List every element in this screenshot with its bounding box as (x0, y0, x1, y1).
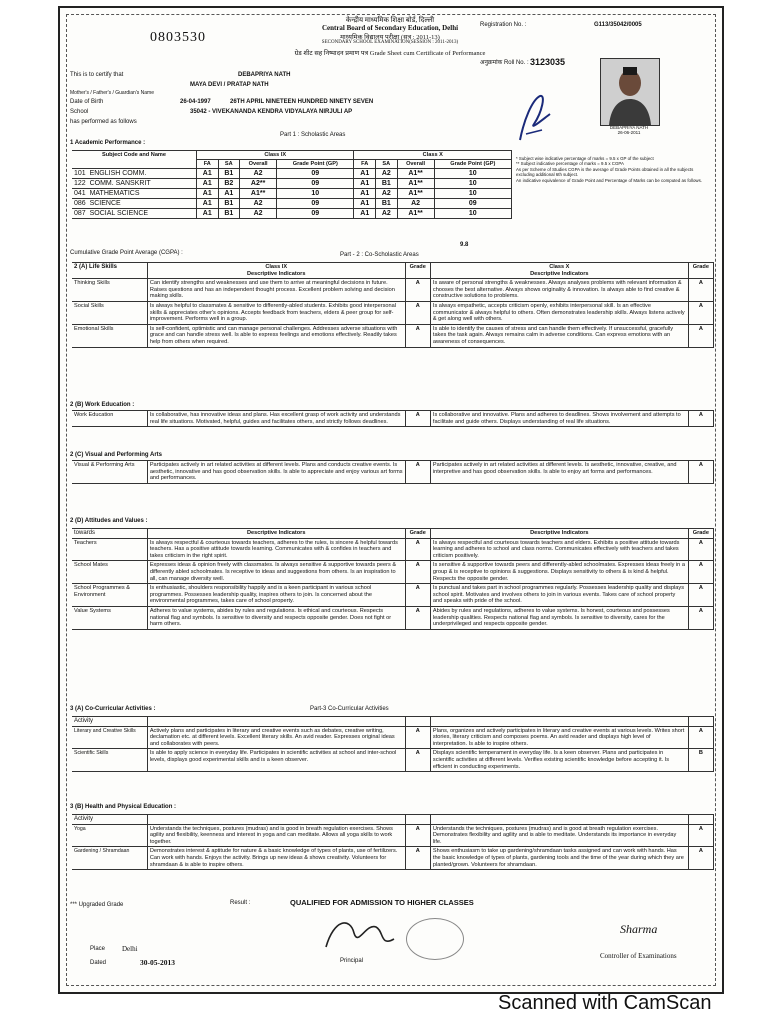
skill-name: Visual & Performing Arts (72, 461, 147, 484)
x-grade: A (688, 561, 713, 584)
x-desc: Is sensitive & supportive towards peers and differently-abled schoolmates. Expresses ideas freely in a group & is receptive to opinions & suggestions. Displays sensitivity to others & is kind & helpful. Respects the opposite gender. (430, 561, 688, 584)
grade-label: Grade (405, 263, 430, 279)
overall-x: A1** (397, 179, 434, 189)
ix-grade: A (405, 461, 430, 484)
board-english-name: Central Board of Secondary Education, Delhi (321, 24, 459, 32)
subject-code: 087 (74, 210, 86, 217)
skill-name: Literary and Creative Skills (72, 726, 147, 749)
activity-label: Activity (72, 717, 147, 727)
principal-label: Principal (340, 958, 364, 964)
school-seal (406, 918, 464, 960)
x-grade: A (688, 847, 713, 870)
fa-ix: A1 (197, 199, 219, 209)
x-grade: A (688, 538, 713, 561)
dob-label: Date of Birth (70, 99, 104, 105)
controller-signature: Sharma (620, 922, 658, 936)
x-desc: Is able to identify the causes of stress and can handle them effectively. If unsuccessful, gracefully takes the task again. Always remains calm in adverse conditions. Can express emotions with an awareness of consequences. (430, 324, 688, 347)
x-grade: A (688, 726, 713, 749)
table-row (72, 584, 714, 607)
certificate-title: ग्रेड शीट सह निष्पादन प्रमाण पत्र Grade Sheet cum Certificate of Performance (294, 50, 486, 57)
skill-name: Scientific Skills (72, 749, 147, 772)
desc-label: Descriptive Indicators (246, 270, 306, 277)
visual-arts-label: 2 (C) Visual and Performing Arts (70, 452, 163, 458)
x-desc: Is aware of personal strengths & weaknesses. Always analyses problems with relevant information & chooses the best alternative. Always shows originality & innovation. Is always able to find creative & constructive solutions to problems. (430, 279, 688, 302)
sa-ix: B1 (218, 209, 240, 219)
photo-caption: DEBAPRIYA NATH (609, 125, 649, 130)
fa-x: A1 (354, 169, 376, 179)
overall-ix: A2 (240, 199, 277, 209)
x-grade: A (688, 461, 713, 484)
gp-x: 09 (434, 199, 511, 209)
activity-label: Activity (72, 815, 147, 825)
desc-label: Descriptive Indicators (530, 270, 589, 277)
ix-desc: Actively plans and participates in literary and creative events such as debates, creative writing, declamation etc. at different levels. Excellent literary skills. An avid reader. Expresses original ideas and collaborates with peers. (147, 726, 405, 749)
grade-label: Grade (688, 529, 713, 539)
x-desc: Displays scientific temperament in everyday life. Is a keen observer. Plans and participates in scientific activities at different levels. Verifies existing scientific knowledge before accepting it. Is efficient in conducting experiments. (430, 749, 688, 772)
skill-name: School Mates (72, 561, 147, 584)
grade-label: Grade (405, 529, 430, 539)
ix-grade: A (405, 279, 430, 302)
serial-number: 0803530 (150, 30, 206, 45)
table-row (72, 279, 714, 302)
grading-notes (516, 156, 712, 183)
col-class-x: Class X (354, 151, 512, 160)
overall-ix: A2 (240, 169, 277, 179)
gp-ix: 10 (277, 189, 354, 199)
gp-ix: 09 (277, 209, 354, 219)
ix-grade: A (405, 411, 430, 427)
sa-ix: B1 (218, 199, 240, 209)
roll-label: अनुक्रमांक Roll No. : (480, 60, 529, 66)
x-desc: Is punctual and takes part in school programmes regularly. Possesses leadership quality and displays school spirit. Motivates and involves others to join in various events. Takes care of school property and speaks with pride of the school. (430, 584, 688, 607)
fa-x: A1 (354, 189, 376, 199)
skill-name: Value Systems (72, 606, 147, 629)
x-desc: Participates actively in art related activities at different levels. Is aesthetic, innovative, creative, and interpretive and has good observation skills. Is able to enjoy art forms and performances. (430, 461, 688, 484)
ix-grade: A (405, 584, 430, 607)
x-desc: Understands the techniques, postures (mudras) and is good at breath regulation exercises. Demonstrates flexibility and agility and is able to meditate. Understands its importance in everyday life. (430, 824, 688, 847)
table-row (72, 411, 714, 427)
x-desc: Shows enthusiasm to take up gardening/shramdaan tasks assigned and can work with hands. Has the basic knowledge of types of plants, gardening tools and the time of the year during which they are planted/grown. Volunteers for shramdaan. (430, 847, 688, 870)
table-row (72, 169, 512, 179)
subject-code: 101 (74, 170, 86, 177)
table-row (72, 749, 714, 772)
overall-ix: A2 (240, 209, 277, 219)
note-1: * Subject wise indicative percentage of marks = 9.5 x GP of the subject (516, 156, 654, 161)
col-fa-x: FA (354, 160, 376, 169)
cgpa-label: Cumulative Grade Point Average (CGPA) : (70, 250, 183, 256)
col-gp-x: Grade Point (GP) (434, 160, 511, 169)
ix-grade: A (405, 538, 430, 561)
table-row (72, 824, 714, 847)
col-sa-x: SA (376, 160, 398, 169)
note-3: As per Scheme of Studies CGPA is the average of Grade Points obtained in all the subjects excluding additional 6th subject. (516, 166, 694, 178)
skill-name: Gardening / Shramdaan (72, 847, 147, 870)
dob-value: 26-04-1997 (180, 99, 211, 105)
overall-x: A1** (397, 169, 434, 179)
health-label: 3 (B) Health and Physical Education : (70, 804, 177, 810)
x-desc: Plans, organizes and actively participates in literary and creative events at various levels. Writes short stories, literary criticism and composes poems. An avid reader and displays high level of interpretation. Is able to inspire others. (430, 726, 688, 749)
place-label: Place (90, 946, 106, 952)
sa-x: B1 (376, 179, 398, 189)
col-class-ix: Class IX (197, 151, 354, 160)
table-row (72, 726, 714, 749)
col-subject: Subject Code and Name (72, 151, 197, 169)
table-row (72, 189, 512, 199)
part3-title: Part-3 Co-Curricular Activities (310, 706, 389, 712)
date-label: Dated (90, 960, 107, 966)
overall-ix: A2** (240, 179, 277, 189)
subject-name: SCIENCE (89, 200, 121, 207)
note-4: An indicative equivalence of Grade Point and Percentage of Marks can be computed as follows. (516, 177, 702, 183)
table-row (72, 538, 714, 561)
result-value: QUALIFIED FOR ADMISSION TO HIGHER CLASSES (290, 898, 474, 907)
subject-code: 041 (74, 190, 86, 197)
gp-x: 10 (434, 209, 511, 219)
x-grade: A (688, 301, 713, 324)
co-curricular-table (72, 716, 714, 772)
co-curricular-label: 3 (A) Co-Curricular Activities : (70, 706, 156, 712)
attitudes-table (72, 528, 714, 630)
fa-ix: A1 (197, 189, 219, 199)
principal-signature (320, 913, 400, 957)
roll-value: 3123035 (530, 57, 566, 67)
table-row (72, 324, 714, 347)
ix-grade: A (405, 561, 430, 584)
gp-ix: 09 (277, 169, 354, 179)
academic-label: 1 Academic Performance : (70, 140, 146, 146)
school-label: School (70, 109, 89, 115)
academic-table (72, 150, 512, 219)
x-desc: Abides by rules and regulations, adheres to value systems. Is honest, courteous and possesses leadership qualities. Respects national flag and symbols. Is sensitive to diversity, cares for the underprivileged and respects opposite gender. (430, 606, 688, 629)
skill-name: Emotional Skills (72, 324, 147, 347)
table-row (72, 179, 512, 189)
parents-label: Mother's / Father's / Guardian's Name (70, 90, 155, 96)
life-skills-table (72, 262, 714, 348)
cgpa-value: 9.8 (460, 242, 469, 248)
x-grade: A (688, 606, 713, 629)
attitudes-label: 2 (D) Attitudes and Values : (70, 518, 148, 524)
ix-desc: Expresses ideas & opinion freely with classmates. Is always sensitive & supportive towards peers & differently abled schoolmates. Is receptive to ideas and suggestions from others. Is an inspiration to all, can manage diversity well. (147, 561, 405, 584)
ix-grade: A (405, 824, 430, 847)
fa-ix: A1 (197, 179, 219, 189)
health-table (72, 814, 714, 870)
registration-value: G113/35042/0005 (594, 22, 642, 28)
sa-x: A2 (376, 189, 398, 199)
towards-label: towards (72, 529, 147, 539)
desc-label: Descriptive Indicators (430, 529, 688, 539)
table-row (72, 606, 714, 629)
col-overall-x: Overall (397, 160, 434, 169)
candidate-name: DEBAPRIYA NATH (238, 72, 291, 78)
result-label: Result : (230, 900, 251, 906)
x-desc: Is always respectful and courteous towards teachers and elders. Exhibits a positive attitude towards learning and adheres to school and class norms. Communicates effectively with teachers and takes criticism positively. (430, 538, 688, 561)
fa-ix: A1 (197, 169, 219, 179)
fa-x: A1 (354, 199, 376, 209)
ix-desc: Is enthusiastic, shoulders responsibility happily and is a keen participant in various school programmes. Possesses leadership quality, inspires others to join. Is concerned about the environmental programmes, takes care of school property. (147, 584, 405, 607)
skill-name: Social Skills (72, 301, 147, 324)
ix-desc: Adheres to value systems, abides by rules and regulations. Is ethical and courteous. Respects national flag and symbols. Is sensitive to diversity and respects opposite gender. Does not fight or harm others. (147, 606, 405, 629)
dob-words: 26TH APRIL NINETEEN HUNDRED NINETY SEVEN (230, 99, 374, 105)
place-value: Delhi (122, 945, 138, 953)
ix-grade: A (405, 847, 430, 870)
ix-desc: Demonstrates interest & aptitude for nature & a basic knowledge of types of plants, use of fertilizers. Can work with hands. Enjoys the activity. Brings up new ideas & shows creativity. Volunteers for shramdaan & is able to inspire others. (147, 847, 405, 870)
gp-ix: 09 (277, 199, 354, 209)
ix-desc: Can identify strengths and weaknesses and use them to arrive at meaningful decisions in future. Raises questions and has an independent thought process. Excellent problem solving and decision making skills. (147, 279, 405, 302)
gp-x: 10 (434, 189, 511, 199)
sa-x: A2 (376, 209, 398, 219)
overall-x: A1** (397, 189, 434, 199)
overall-ix: A1** (240, 189, 277, 199)
board-hindi-name: केन्द्रीय माध्यमिक शिक्षा बोर्ड, दिल्ली (345, 16, 435, 24)
note-2: ** Subject indicative percentage of marks = 9.5 x CGPA (516, 161, 624, 167)
grade-sheet (58, 6, 724, 994)
col-fa-ix: FA (197, 160, 219, 169)
overall-x: A1** (397, 209, 434, 219)
subject-name: SOCIAL SCIENCE (89, 210, 149, 217)
x-grade: A (688, 824, 713, 847)
col-overall-ix: Overall (240, 160, 277, 169)
subject-code: 086 (74, 200, 86, 207)
x-grade: A (688, 324, 713, 347)
skill-name: Thinking Skills (72, 279, 147, 302)
ix-desc: Is self-confident, optimistic and can manage personal challenges. Addresses adverse situations with grace and can handle stress well. Is able to express feelings and emotions effectively. Readily takes help from others when required. (147, 324, 405, 347)
fa-x: A1 (354, 209, 376, 219)
sa-ix: B1 (218, 169, 240, 179)
exam-english: SECONDARY SCHOOL EXAMINATION(SESSION : 2011-2013) (321, 40, 459, 45)
sa-ix: B2 (218, 179, 240, 189)
registration-label: Registration No. : (480, 22, 527, 28)
visual-arts-table (72, 460, 714, 484)
x-grade: A (688, 279, 713, 302)
performance-label: has performed as follows (70, 119, 137, 125)
candidate-signature (512, 90, 556, 148)
desc-label: Descriptive Indicators (147, 529, 405, 539)
table-row (72, 301, 714, 324)
gp-x: 10 (434, 179, 511, 189)
x-desc: Is always empathetic, accepts criticism openly, exhibits interpersonal skill. Is an effective communicator & always helpful to others. Often demonstrates leadership skills. Always listens actively & get along well with others. (430, 301, 688, 324)
grade-label: Grade (688, 263, 713, 279)
table-row (72, 847, 714, 870)
x-desc: Is collaborative and innovative. Plans and adheres to deadlines. Shows involvement and attempts to facilitate and guide others. Displays understanding of real life situations. (430, 411, 688, 427)
sa-x: A2 (376, 169, 398, 179)
parents-name: MAYA DEVI / PRATAP NATH (190, 82, 269, 88)
sa-x: B1 (376, 199, 398, 209)
date-value: 30-05-2013 (140, 958, 175, 967)
certify-label: This is to certify that (70, 72, 124, 78)
fa-ix: A1 (197, 209, 219, 219)
table-row (72, 199, 512, 209)
x-grade: B (688, 749, 713, 772)
school-name: 35042 - VIVEKANANDA KENDRA VIDYALAYA NIRJULI AP (190, 109, 353, 115)
gp-ix: 09 (277, 179, 354, 189)
scanner-watermark: Scanned with CamScan (498, 992, 712, 1014)
ix-desc: Is able to apply science in everyday life. Participates in scientific activities at school and inter-school levels, displays good experimental skills and is a keen observer. (147, 749, 405, 772)
upgraded-label: *** Upgraded Grade (70, 902, 124, 908)
subject-name: MATHEMATICS (89, 190, 140, 197)
controller-label: Controller of Examinations (600, 952, 677, 960)
ix-desc: Is always helpful to classmates & sensitive to differently-abled students. Exhibits good interpersonal skills & appreciates other's opinions. Accepts feedback from teachers, elders & peer group for self-improvement. Performs well in a group. (147, 301, 405, 324)
class-ix-label: Class IX (265, 264, 288, 270)
ix-grade: A (405, 749, 430, 772)
ix-grade: A (405, 324, 430, 347)
ix-desc: Is collaborative, has innovative ideas and plans. Has excellent grasp of work activity and understands real life situations. Motivated, helpful, guides and facilitates others, and strictly follows deadlines. (147, 411, 405, 427)
skill-name: School Programmes & Environment (72, 584, 147, 607)
class-x-label: Class X (549, 264, 570, 270)
part2-title: Part - 2 : Co-Scholastic Areas (340, 252, 419, 258)
subject-name: ENGLISH COMM. (89, 170, 147, 177)
exam-hindi: माध्यमिक विद्यालय परीक्षा (सत्र : 2011-13) (340, 34, 440, 41)
ix-desc: Is always respectful & courteous towards teachers, adheres to the rules, is sincere & helpful towards teachers. Has a positive attitude towards learning. Communicates with & confides in teachers and takes criticism in the right spirit. (147, 538, 405, 561)
ix-desc: Participates actively in art related activities at different levels. Plans and conducts creative events. Is aesthetic, innovative and has good observation skills. Is able to appreciate and enjoy various art forms and performances. (147, 461, 405, 484)
table-row (72, 461, 714, 484)
overall-x: A2 (397, 199, 434, 209)
skill-name: Yoga (72, 824, 147, 847)
x-grade: A (688, 411, 713, 427)
x-grade: A (688, 584, 713, 607)
ix-grade: A (405, 301, 430, 324)
table-row (72, 561, 714, 584)
work-education-label: 2 (B) Work Education : (70, 402, 135, 408)
subject-code: 122 (74, 180, 86, 187)
skill-name: Work Education (72, 411, 147, 427)
candidate-photo (600, 58, 660, 126)
work-education-table (72, 410, 714, 427)
subject-name: COMM. SANSKRIT (89, 180, 151, 187)
col-gp-ix: Grade Point (GP) (277, 160, 354, 169)
sa-ix: A1 (218, 189, 240, 199)
part1-title: Part 1 : Scholastic Areas (280, 132, 346, 138)
gp-x: 10 (434, 169, 511, 179)
life-skills-label: 2 (A) Life Skills (72, 263, 147, 279)
ix-grade: A (405, 606, 430, 629)
skill-name: Teachers (72, 538, 147, 561)
col-sa-ix: SA (218, 160, 240, 169)
ix-desc: Understands the techniques, postures (mudras) and is good in breath regulation exercises. Shows agility and flexibility, keenness and interest in yoga and can meditate. Allows all yoga skills to work together. (147, 824, 405, 847)
fa-x: A1 (354, 179, 376, 189)
table-row (72, 209, 512, 219)
photo-date: 26-06-2011 (617, 130, 641, 135)
ix-grade: A (405, 726, 430, 749)
portrait-image (601, 59, 659, 125)
